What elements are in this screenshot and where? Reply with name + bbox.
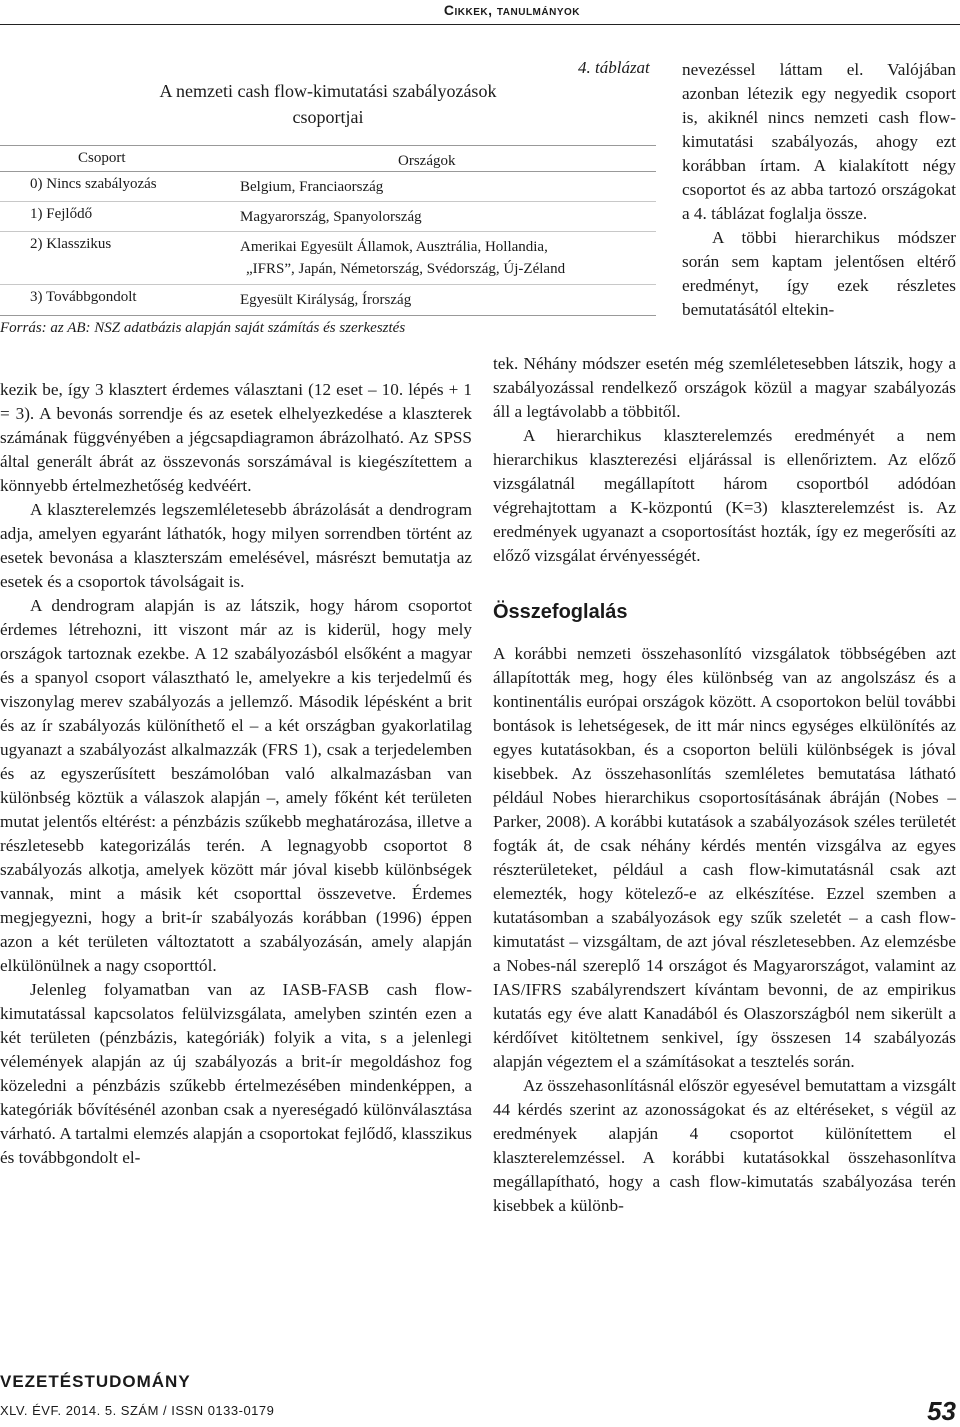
countries-cell: Egyesült Királyság, Írország [240,292,412,308]
left-column [0,378,472,1170]
table-row [0,232,656,285]
countries-cell: Magyarország, Spanyolország [240,209,422,225]
right-column-top [682,58,956,322]
table-row [0,285,656,316]
countries-cell: Belgium, Franciaország [240,179,384,195]
header-rule [0,24,960,25]
paragraph: A dendrogram alapján is az látszik, hogy három csoportot érdemes létrehozni, itt viszont már az is kiderül, hogy mely országok tartoznak ezekbe. A 12 szabályozásból elsőként a magyar és a spanyol csoport választható le, amelyekre a kis terjedelmű és viszonylag merev szabályozás a jellemző. Második lépésként a brit és az ír szabályozás különíthető el – a két országban gyakorlatilag ugyanazt a szabályozást alkalmazzák (FRS 1), csak a terjedelemben és az egyszerűsített beszámolóban való alkalmazásban van különbség köztük a válaszok alapján –, amely főként két területen mutat jelentős eltérést: a pénzbázis szűkebb meghatározása, illetve a részletesebb kategorizálás terén. A legnagyobb csoportot 8 szabályozás alkotja, amelyek között már jóval kisebb különbségek vannak, mint a másik két csoporttal összevetve. Érdemes megjegyezni, hogy a brit-ír szabályozás korábban (1996) éppen azon a két területen változtatott a szabályozásán, amely alapján elkülönülnek a nagy csoporttól. [0,596,472,975]
section-heading: Összefoglalás [493,601,628,623]
issue-info: XLV. ÉVF. 2014. 5. SZÁM / ISSN 0133-0179 [0,1403,275,1418]
table-row [0,202,656,232]
paragraph: kezik be, így 3 klasztert érdemes választani (12 eset – 10. lépés + 1 = 3). A bevonás sorrendje és az esetek elhelyezkedése a klaszterek számának függvényében a jégcsapdiagramon ábrázolható. Az SPSS által generált ábrát az összevonás sorszámával is kiegészítettem a könnyebb értelmezhetőség kedvéért. [0,380,472,495]
page-number: 53 [927,1396,956,1426]
column-header-group: Csoport [78,150,126,166]
table-source-note: Forrás: az AB: NSZ adatbázis alapján saját számítás és szerkesztés [0,320,406,336]
group-cell: 0) Nincs szabályozás [30,176,157,192]
running-header: Cikkek, tanulmányok [443,2,580,18]
paragraph: nevezéssel láttam el. Valójában azonban létezik egy negyedik csoport is, akiknél nincs nemzeti cash flow-kimutatási szabályozás, ahogy ezt korábban írtam. A kialakított négy csoportot és az abba tartozó országokat a 4. táblázat foglalja össze. [682,60,956,223]
paragraph: A többi hierarchikus módszer során sem kaptam jelentősen eltérő eredményt, így ezek részletes bemutatásától eltekin- [682,228,956,319]
paragraph: Az összehasonlításnál először egyesével bemutattam a vizsgált 44 kérdés szerint az azonosságokat és az eltéréseket, s végül az eredmények alapján 4 csoportot különítettem el klaszterelemzéssel. A korábbi kutatásokkal összehasonlítva megállapítható, hogy a cash flow-kimutatás szabályozása terén kisebbek a különb- [493,1076,956,1215]
group-cell: 1) Fejlődő [30,206,93,222]
countries-line2: „IFRS”, Japán, Németország, Svédország, Új-Zéland [246,261,566,277]
paragraph: A korábbi nemzeti összehasonlító vizsgálatok többségében azt állapították meg, hogy éles különbség van az angolszász és a kontinentális európai országok között. A csoportokon belül további bontások is lehetségesek, de itt már nincs egységes elkülönítés az egyes kutatásokban, és a csoporton belüli különbségek is jóval kisebbek. Az összehasonlítás szemléletes bemutatása látható például Nobes hierarchikus csoportosításának ábráján (Nobes – Parker, 2008). A korábbi kutatások a szabályozások széles területét fogták át, de csak néhány kérdés mentén vizsgálva az egyes részterületeket, például a cash flow-kimutatásnál csak azt elemezték, hogy kötelező-e az elkészítése. Ezzel szemben a kutatásomban a szabályozások egy szűk szeletét – a cash flow-kimutatást – vizsgáltam, de azt jóval részletesebben. Az elemzésbe a Nobes-nál szereplő 14 országot és Magyarországot, valamint az IAS/IFRS szabályrendszert kívántam bevonni, de az empirikus kutatás egy éve alatt Kanadából és Olaszországból nem sikerült a kérdőívet kitöltetnem senkivel, így összesen 14 szabályozás alapján végeztem el a számításokat a tesztelés során. [493,644,956,1071]
countries-line1: Amerikai Egyesült Államok, Ausztrália, Hollandia, [240,239,548,255]
countries-cell [240,236,565,280]
group-cell: 2) Klasszikus [30,236,112,252]
table-label: 4. táblázat [578,58,650,77]
paragraph: Jelenleg folyamatban van az IASB-FASB cash flow-kimutatással kapcsolatos felülvizsgálata, amelyben szintén ezen a két területen (pénzbázis, kategóriák) folyik a vita, s a jelenlegi vélemények alapján az új szabályozás a brit-ír megoldáshoz fog közeledni a pénzbázis szűkebb értelmezésében mindenképpen, a kategóriák bővítésénél azonban csak a nyereségadó különválasztása várható. A tartalmi elemzés alapján a csoportokat fejlődő, klasszikus és továbbgondolt el- [0,980,472,1167]
table-header-row [0,145,656,172]
table-title [0,78,656,130]
group-cell: 3) Továbbgondolt [30,289,137,305]
table-row [0,172,656,202]
right-column [493,352,956,1218]
paragraph: tek. Néhány módszer esetén még szemléletesebben látszik, hogy a szabályozással rendelkező országok közül a magyar szabályozás áll a legtávolabb a többitől. [493,354,956,421]
journal-name: VEZETÉSTUDOMÁNY [0,1372,191,1391]
column-header-countries: Országok [398,153,456,169]
paragraph: A hierarchikus klaszterelemzés eredményét a nem hierarchikus klaszterezési eljárással is ellenőriztem. Az előző vizsgálatnál megállapított három csoportból adódóan végrehajtottam a K-központú (K=3) klaszterelemzést is. Az eredmények ugyanazt a csoportosítást hozták, így ez megerősíti az előző vizsgálat érvényességét. [493,426,956,565]
table-title-line2: csoportjai [292,107,364,127]
table-title-line1: A nemzeti cash flow-kimutatási szabályozások [159,81,497,101]
paragraph: A klaszterelemzés legszemléletesebb ábrázolását a dendrogram adja, amelyen egyaránt láthatók, hogy milyen sorrendben történt az esetek bevonása a klaszterszám emelésével, másrészt bemutatja az esetek és a csoportok távolságait is. [0,500,472,591]
country-group-table [0,145,656,316]
